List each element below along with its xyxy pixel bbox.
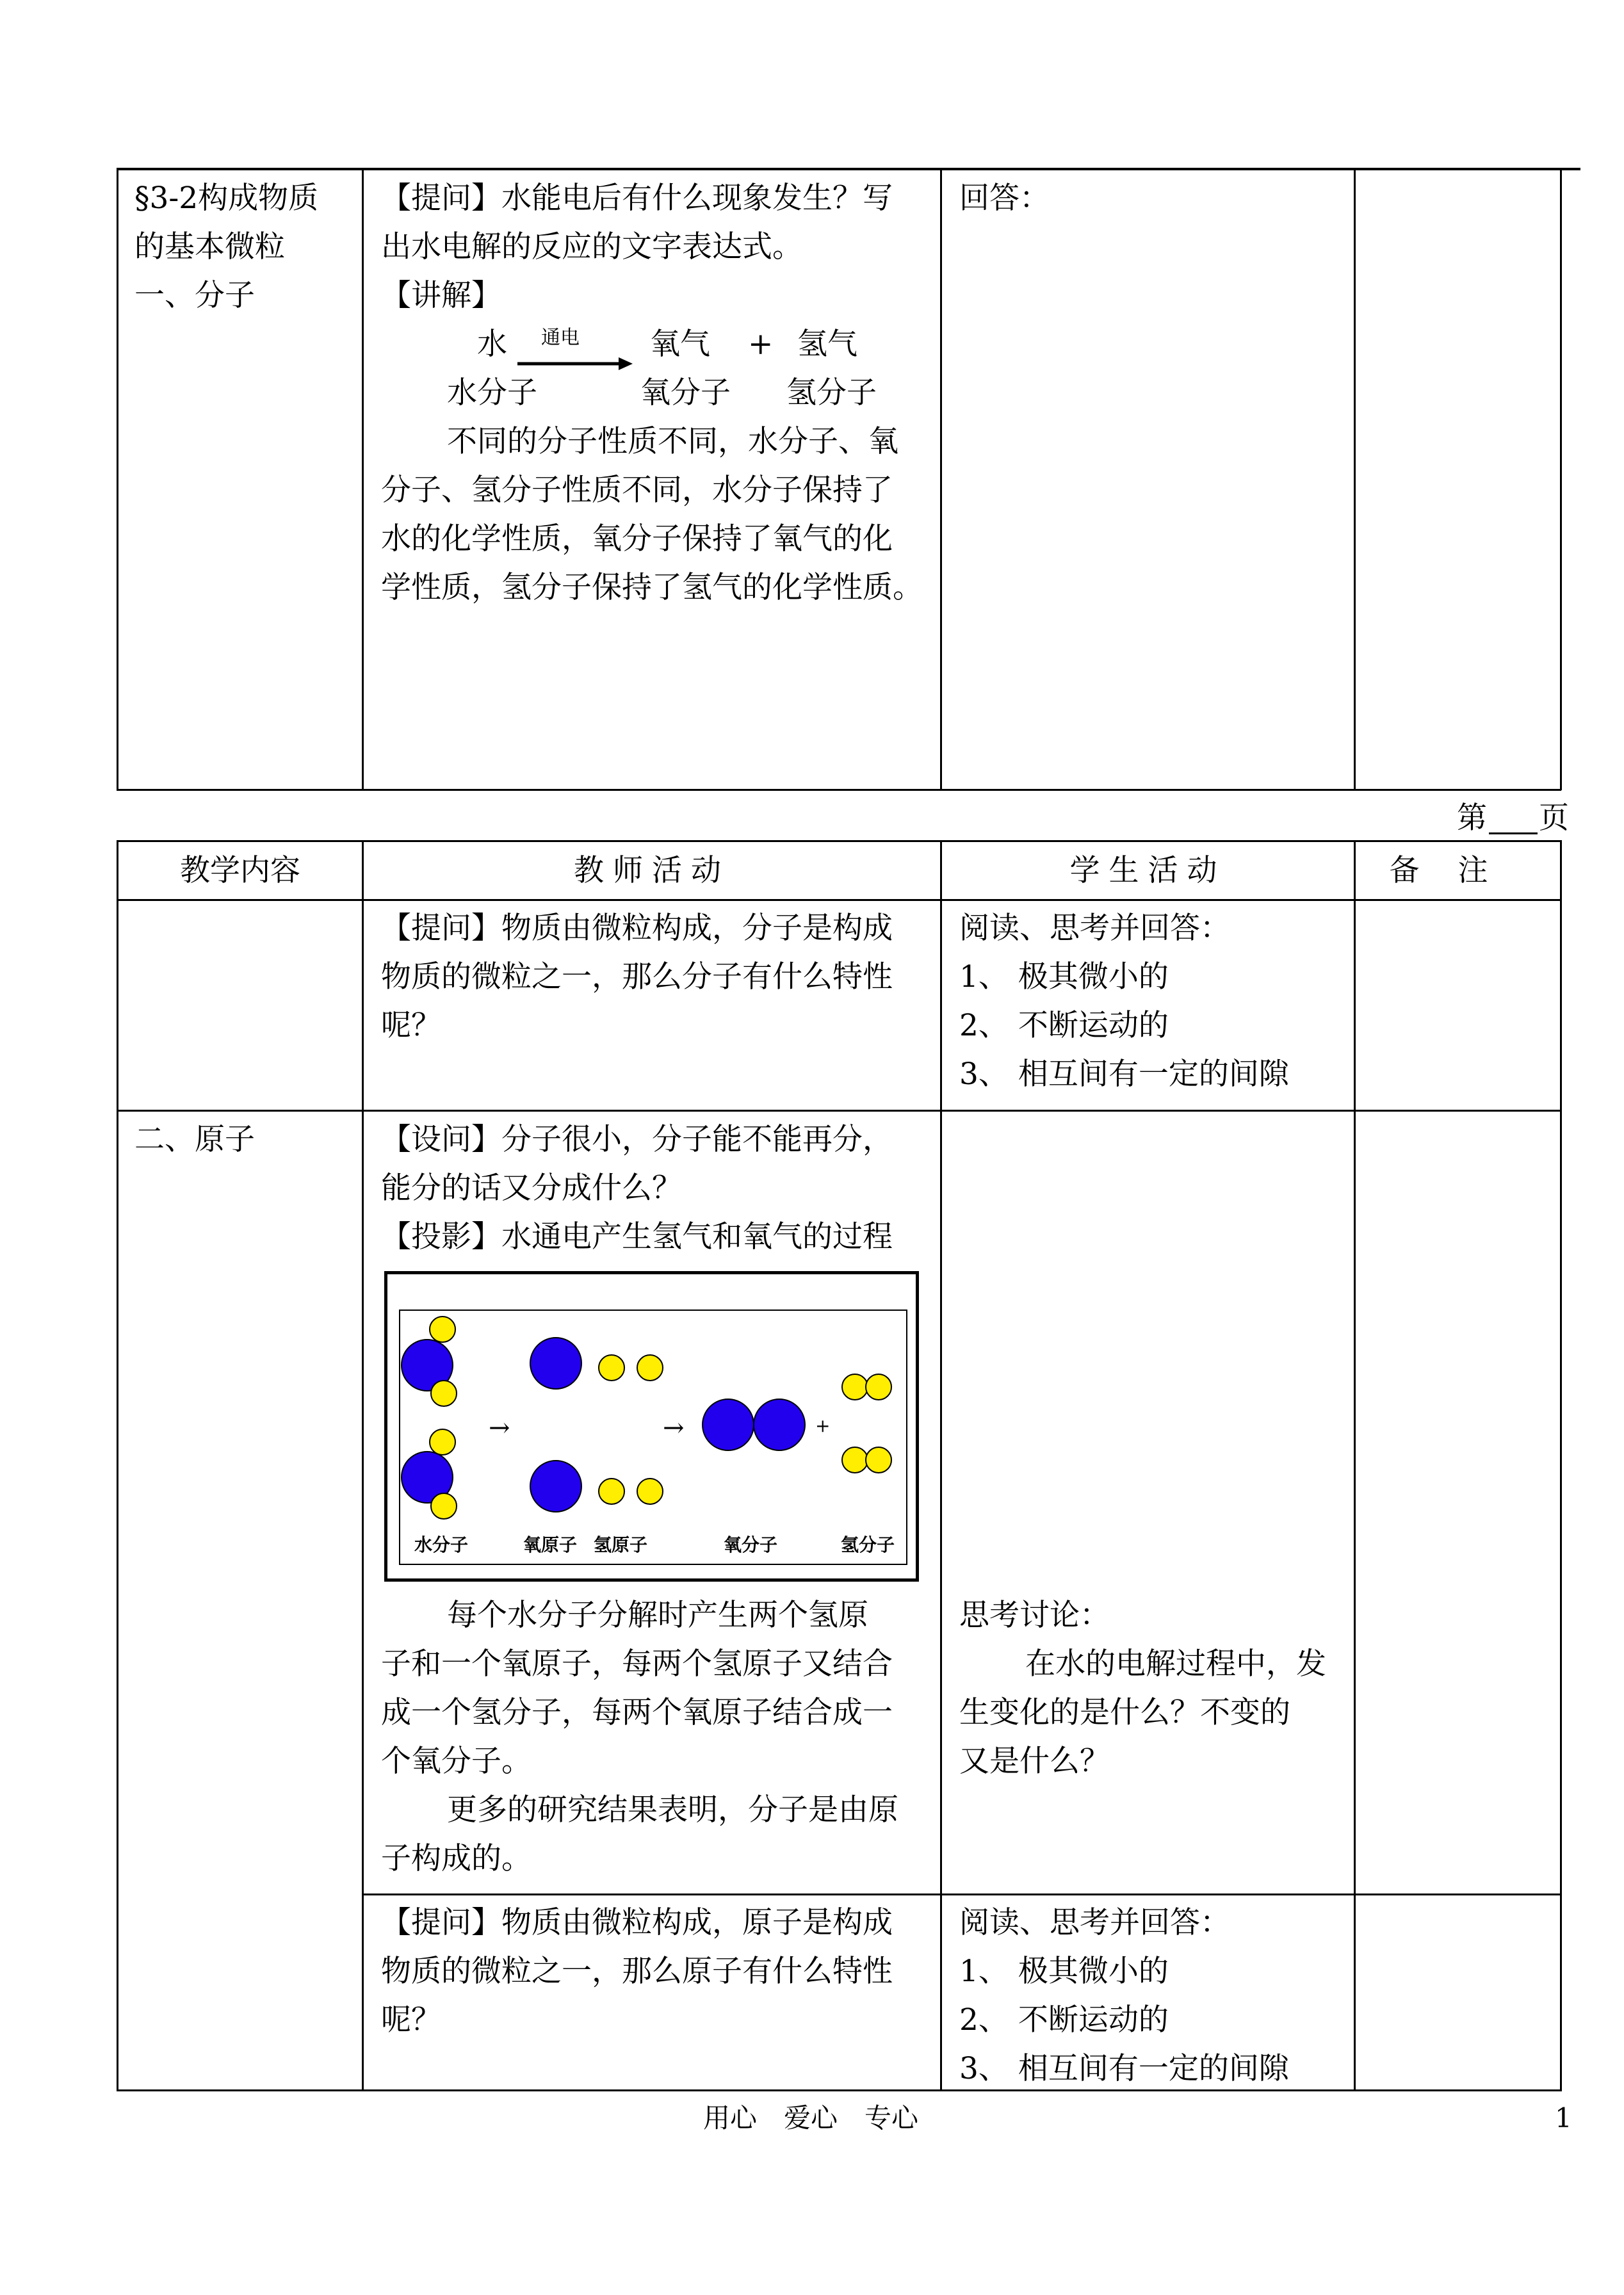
row2-student-line2: 在水的电解过程中，发 xyxy=(1025,1646,1326,1682)
table1-vline-4 xyxy=(1354,169,1356,790)
row3-teacher-line1: 【提问】物质由微粒构成，原子是构成 xyxy=(381,1905,893,1940)
figure-label-hydrogen-atom: 氢原子 xyxy=(594,1534,648,1555)
row2-bottom-border xyxy=(362,1894,1561,1895)
electrolysis-diagram xyxy=(400,1311,906,1522)
figure-label-water-molecule: 水分子 xyxy=(414,1534,469,1555)
explanation-line1: 不同的分子性质不同，水分子、氧 xyxy=(447,424,898,459)
header-content: 教学内容 xyxy=(180,853,300,888)
free-hydrogen-atom-3 xyxy=(599,1479,624,1504)
table2-vline-2 xyxy=(362,840,364,2091)
page-marker-prefix: 第 xyxy=(1457,800,1487,836)
row2-student-line4: 又是什么？ xyxy=(959,1744,1110,1779)
row3-student-line4: 3、 相互间有一定的间隙 xyxy=(959,2051,1289,2086)
water-hydrogen-atom-2a xyxy=(430,1429,455,1455)
row1-student-line3: 2、 不断运动的 xyxy=(959,1008,1169,1043)
water-hydrogen-atom-2b xyxy=(431,1493,457,1519)
electrolysis-figure-panel xyxy=(399,1310,907,1565)
row1-teacher-line2: 物质的微粒之一，那么分子有什么特性 xyxy=(381,959,893,994)
hydrogen-molecule-2-atom-2 xyxy=(866,1447,891,1473)
equation-oxygen: 氧气 xyxy=(650,327,710,362)
row2-student-line3: 生变化的是什么？不变的 xyxy=(959,1695,1290,1730)
row1-student-line1: 阅读、思考并回答： xyxy=(959,911,1230,946)
row2-teacher-para-line5: 更多的研究结果表明，分子是由原 xyxy=(447,1792,898,1828)
row2-teacher-line3: 【投影】水通电产生氢气和氧气的过程 xyxy=(381,1219,893,1254)
section-title-line2: 的基本微粒 xyxy=(134,229,285,264)
equation-condition: 通电 xyxy=(541,327,580,349)
header-bottom-border xyxy=(117,899,1561,901)
free-oxygen-atom-1 xyxy=(530,1338,581,1389)
explanation-line4: 学性质，氢分子保持了氢气的化学性质。 xyxy=(381,570,923,605)
figure-arrow-1: → xyxy=(489,1413,510,1443)
table2-vline-5 xyxy=(1560,840,1562,2091)
figure-arrow-2: → xyxy=(663,1413,685,1443)
row1-student-line4: 3、 相互间有一定的间隙 xyxy=(959,1057,1289,1092)
table2-vline-1 xyxy=(117,840,118,2091)
equation-hydrogen: 氢气 xyxy=(797,327,857,362)
free-hydrogen-atom-1 xyxy=(599,1355,624,1381)
row3-teacher-line2: 物质的微粒之一，那么原子有什么特性 xyxy=(381,1954,893,1989)
molecule-hydrogen: 氢分子 xyxy=(786,375,877,410)
oxygen-molecule-atom-1 xyxy=(702,1399,754,1450)
section-heading-molecule: 一、分子 xyxy=(134,278,255,313)
figure-label-oxygen-atom: 氧原子 xyxy=(523,1534,578,1555)
row1-student-line2: 1、 极其微小的 xyxy=(959,959,1169,994)
molecule-water: 水分子 xyxy=(447,375,537,410)
row2-teacher-para-line4: 个氧分子。 xyxy=(381,1744,532,1779)
row2-teacher-para-line1: 每个水分子分解时产生两个氢原 xyxy=(447,1598,868,1633)
electrolysis-figure xyxy=(384,1271,919,1582)
free-oxygen-atom-2 xyxy=(530,1461,581,1512)
table1-top-border xyxy=(117,168,1580,170)
row1-teacher-line1: 【提问】物质由微粒构成，分子是构成 xyxy=(381,911,893,946)
table2-bottom-border xyxy=(117,2089,1561,2091)
table2-top-border xyxy=(117,840,1561,842)
table1-vline-1 xyxy=(117,169,118,790)
explanation-line2: 分子、氢分子性质不同，水分子保持了 xyxy=(381,473,893,508)
hydrogen-molecule-2-atom-1 xyxy=(842,1447,868,1473)
section-heading-atom: 二、原子 xyxy=(134,1122,255,1157)
row2-teacher-line2: 能分的话又分成什么？ xyxy=(381,1171,682,1206)
row2-teacher-para-line2: 子和一个氧原子，每两个氢原子又结合 xyxy=(381,1646,893,1682)
question-line2: 出水电解的反应的文字表达式。 xyxy=(381,229,802,264)
header-notes: 备注 xyxy=(1389,853,1527,888)
row3-student-line2: 1、 极其微小的 xyxy=(959,1954,1169,1989)
equation-water: 水 xyxy=(477,327,507,362)
row2-teacher-para-line6: 子构成的。 xyxy=(381,1841,532,1876)
figure-label-hydrogen-molecule: 氢分子 xyxy=(841,1534,895,1555)
table1-vline-2 xyxy=(362,169,364,790)
equation-plus: + xyxy=(748,327,774,362)
row3-teacher-line3: 呢？ xyxy=(381,2002,441,2038)
row3-student-line3: 2、 不断运动的 xyxy=(959,2002,1169,2038)
row2-teacher-line1: 【设问】分子很小，分子能不能再分， xyxy=(381,1122,893,1157)
footer-motto: 用心 爱心 专心 xyxy=(703,2102,919,2134)
header-student: 学生活动 xyxy=(1069,853,1226,888)
table1-vline-5 xyxy=(1560,169,1562,790)
free-hydrogen-atom-2 xyxy=(637,1355,663,1381)
figure-plus: + xyxy=(815,1415,831,1436)
hydrogen-molecule-1-atom-2 xyxy=(866,1374,891,1400)
oxygen-molecule-atom-2 xyxy=(754,1399,805,1450)
header-teacher: 教师活动 xyxy=(574,853,730,888)
footer-page-number: 1 xyxy=(1555,2102,1572,2134)
water-hydrogen-atom-1b xyxy=(431,1381,457,1406)
page-marker-suffix: 页 xyxy=(1539,800,1569,836)
student-answer-label: 回答： xyxy=(959,181,1050,216)
figure-label-oxygen-molecule: 氧分子 xyxy=(724,1534,778,1555)
row1-bottom-border xyxy=(117,1110,1561,1112)
row2-student-line1: 思考讨论： xyxy=(959,1598,1110,1633)
molecule-oxygen: 氧分子 xyxy=(640,375,731,410)
row1-teacher-line3: 呢？ xyxy=(381,1008,441,1043)
explain-label: 【讲解】 xyxy=(381,278,501,313)
table2-vline-4 xyxy=(1354,840,1356,2091)
hydrogen-molecule-1-atom-1 xyxy=(842,1374,868,1400)
row3-student-line1: 阅读、思考并回答： xyxy=(959,1905,1230,1940)
table1-vline-3 xyxy=(940,169,942,790)
page-number-blank xyxy=(1489,832,1538,834)
water-hydrogen-atom-1a xyxy=(430,1317,455,1342)
question-line1: 【提问】水能电后有什么现象发生？写 xyxy=(381,181,893,216)
table2-vline-3 xyxy=(940,840,942,2091)
section-title-line1: §3-2构成物质 xyxy=(134,181,319,216)
table1-bottom-border xyxy=(117,789,1561,791)
row2-teacher-para-line3: 成一个氢分子，每两个氧原子结合成一 xyxy=(381,1695,893,1730)
explanation-line3: 水的化学性质，氧分子保持了氧气的化 xyxy=(381,521,893,556)
free-hydrogen-atom-4 xyxy=(637,1479,663,1504)
